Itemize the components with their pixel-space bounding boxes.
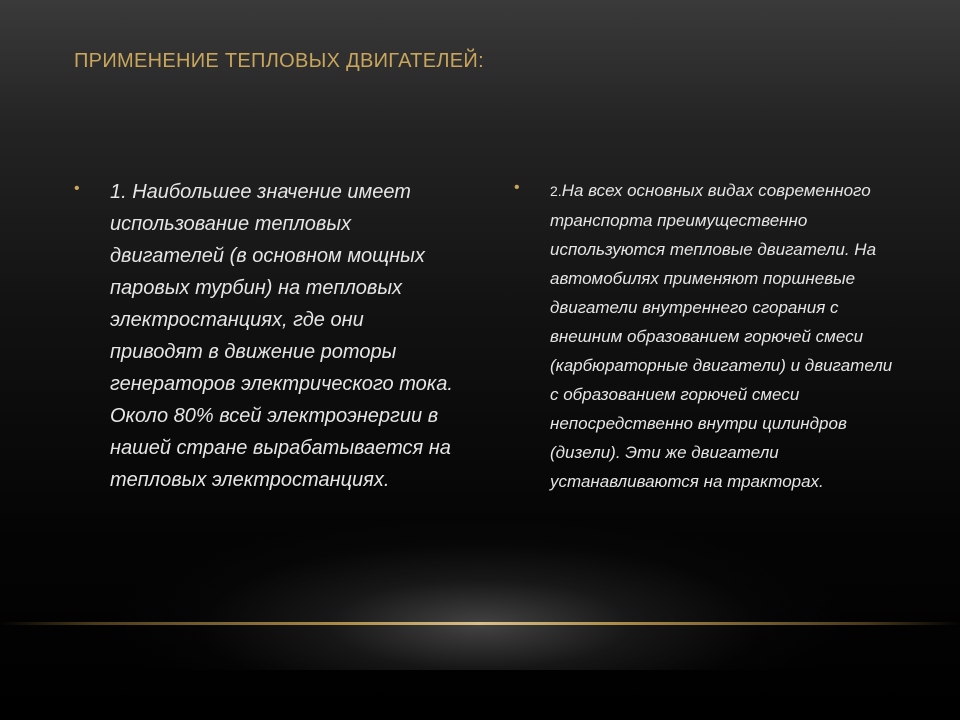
bullet-icon: • [74, 180, 80, 197]
left-column [74, 176, 454, 496]
bullet-number-2: 2. [550, 183, 562, 199]
bullet-icon: • [514, 179, 520, 196]
slide-title: ПРИМЕНЕНИЕ ТЕПЛОВЫХ ДВИГАТЕЛЕЙ: [74, 50, 484, 72]
bullet-item-1 [74, 176, 454, 496]
bullet-item-2 [512, 176, 894, 496]
bullet-text-1: 1. Наибольшее значение имеет использование тепловых двигателей (в основном мощных паровых турбин) на тепловых электростанциях, где они приводят в движение роторы генераторов электрического тока. Около 80% всей электроэнергии в нашей стране вырабатывается на тепловых электростанциях. [110, 181, 453, 491]
background-glow [120, 520, 840, 670]
right-column [512, 176, 894, 496]
bullet-text-2: На всех основных видах современного транспорта преимущественно используются тепловые двигатели. На автомобилях применяют поршневые двигатели внутреннего сгорания с внешним образованием горючей смеси (карбюраторные двигатели) и двигатели с образованием горючей смеси непосредственно внутри цилиндров (дизели). Эти же двигатели устанавливаются на тракторах. [550, 181, 893, 491]
gold-divider-line [0, 622, 960, 625]
